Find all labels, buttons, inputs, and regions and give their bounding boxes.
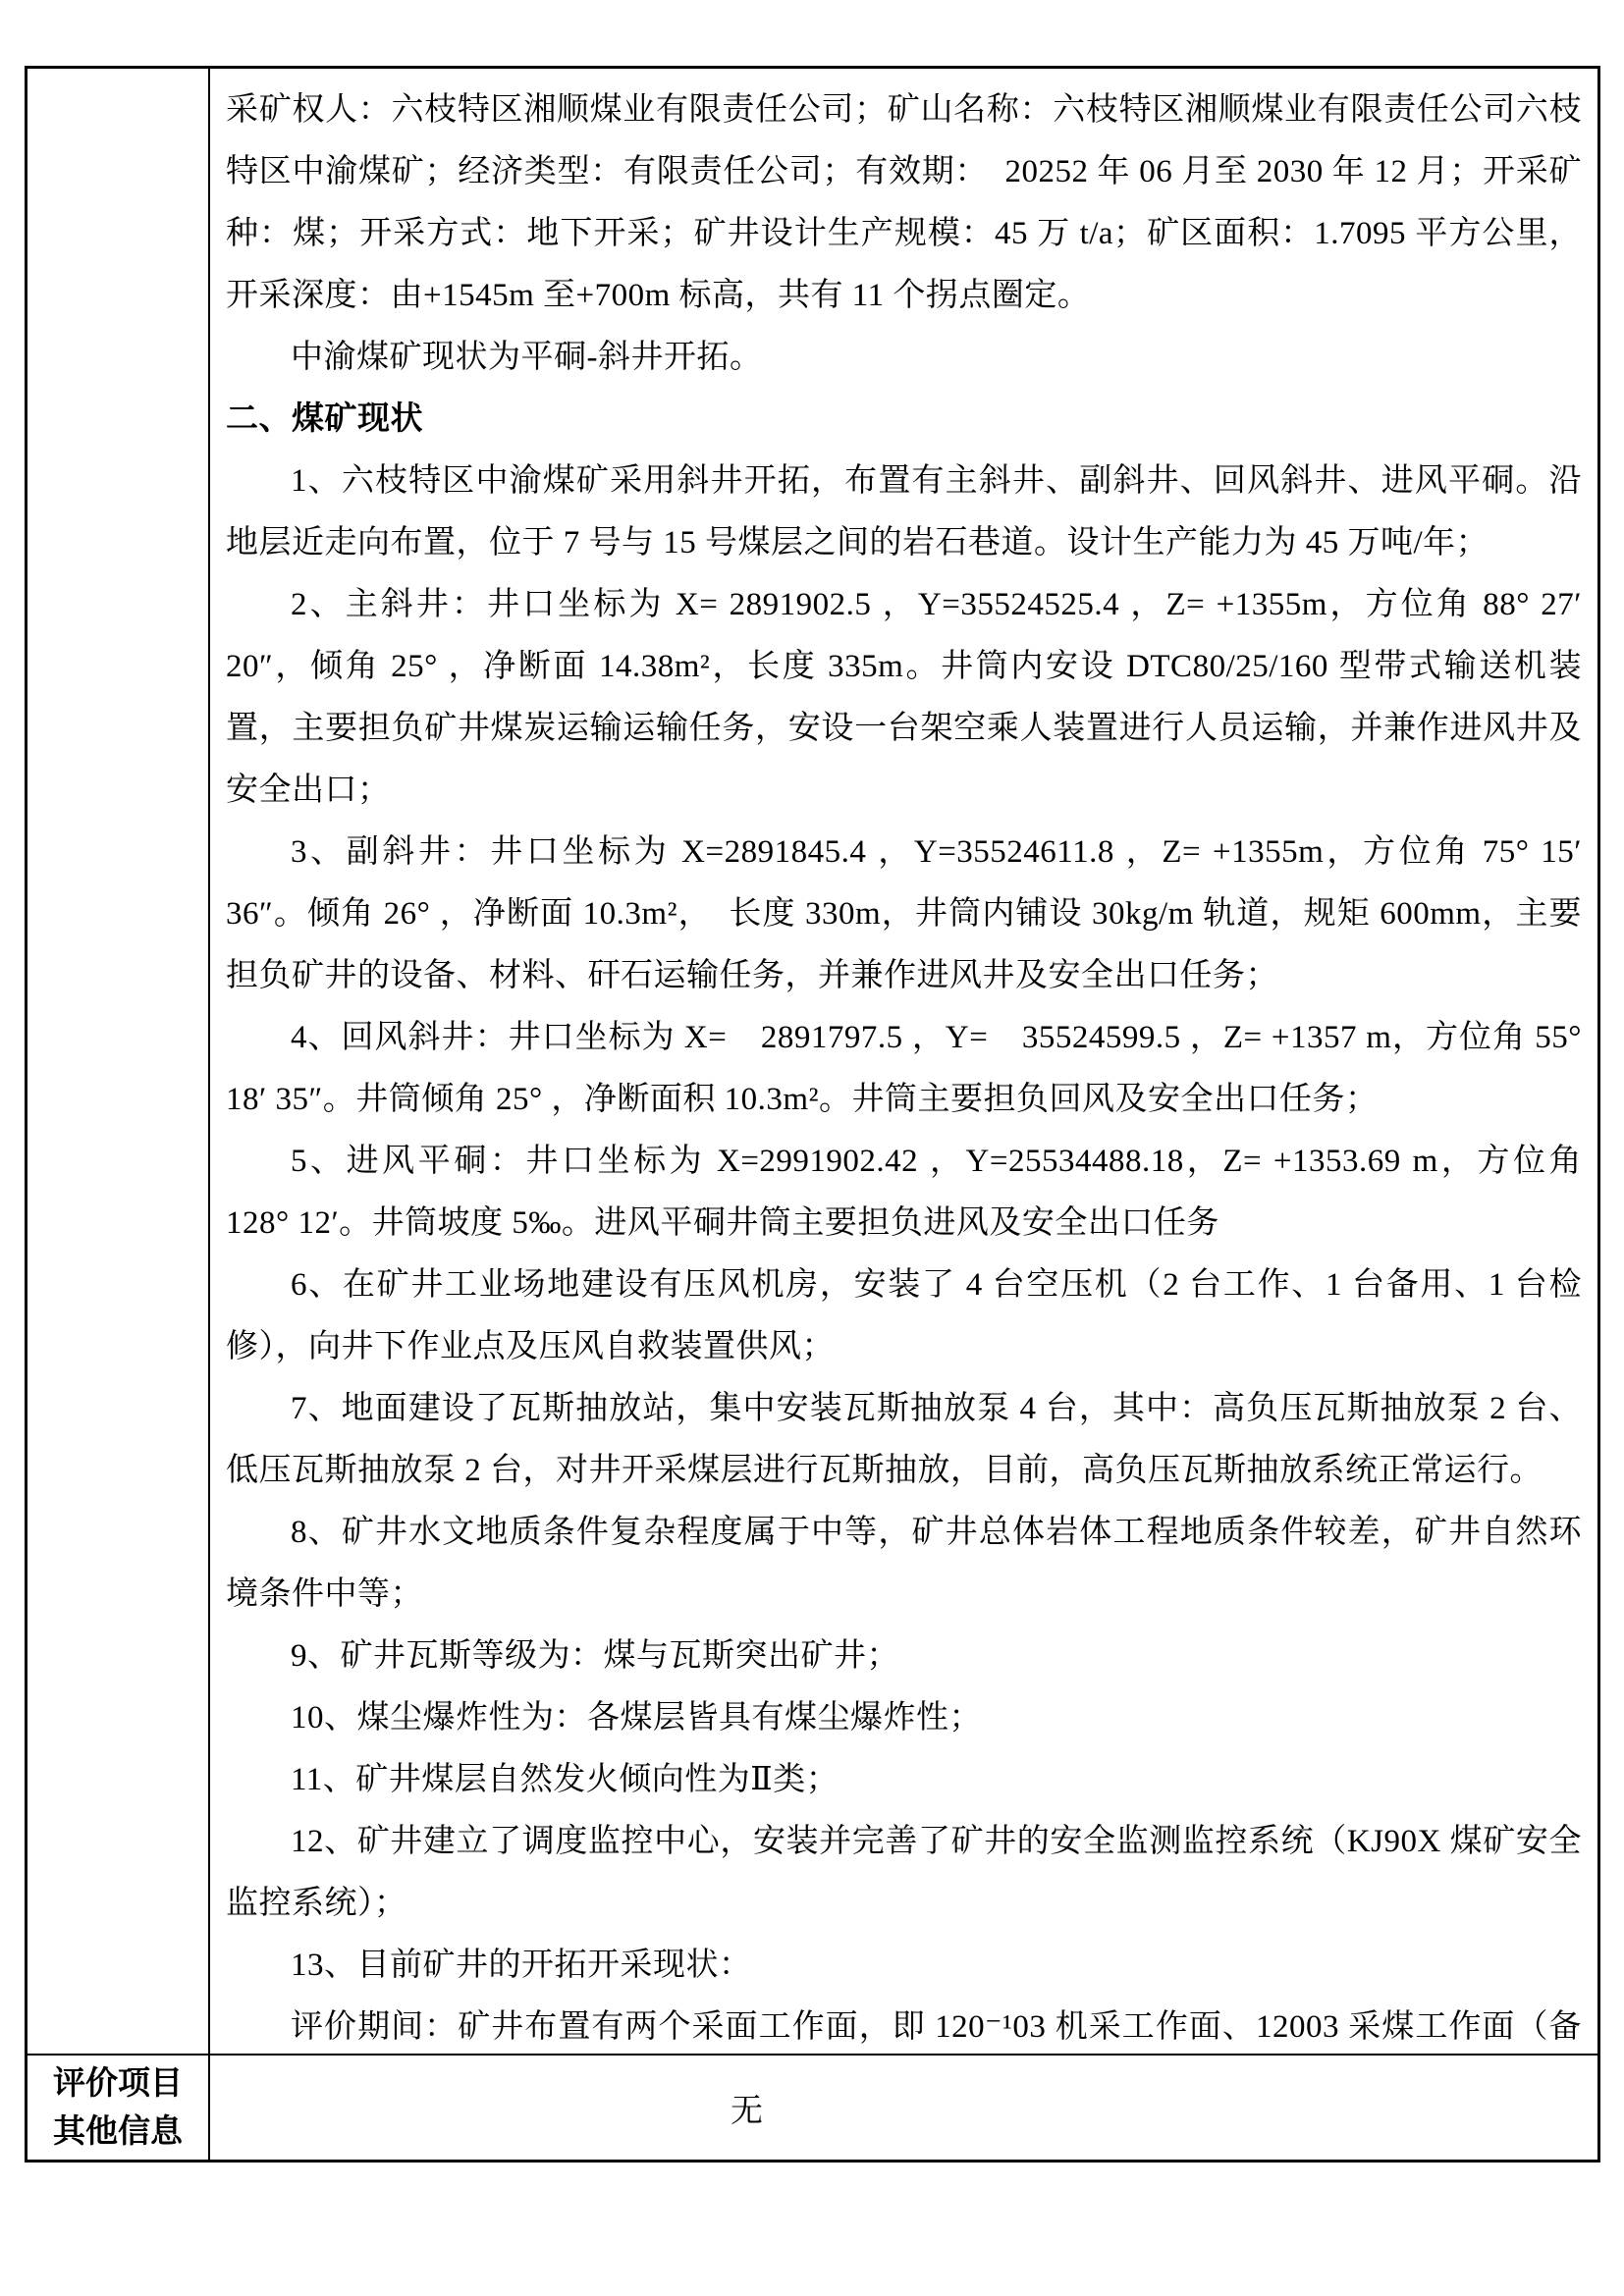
paragraph: 5、进风平硐：井口坐标为 X=2991902.42 ，Y=25534488.18，Z= +1353.69 m，方位角 128° 12′。井筒坡度 5‰。进风平硐井筒主要担负进风及安全出口任务 [226,1144,1582,1241]
paragraph: 8、矿井水文地质条件复杂程度属于中等，矿井总体岩体工程地质条件较差，矿井自然环境条件中等； [226,1515,1582,1612]
paragraph: 3、副斜井：井口坐标为 X=2891845.4 ，Y=35524611.8 ，Z= +1355m，方位角 75° 15′ 36″。倾角 26° ，净断面 10.3m²， 长度 330m，井筒内铺设 30kg/m 轨道，规矩 600mm，主要担负矿井的设备、材料、矸石运输任务，并兼作进风井及安全出口任务； [226,834,1582,993]
evaluation-table [25,66,1600,2163]
paragraph: 2、主斜井：井口坐标为 X= 2891902.5 ，Y=35524525.4 ，Z= +1355m，方位角 88° 27′ 20″，倾角 25° ，净断面 14.38m²，长度 335m。井筒内安设 DTC80/25/160 型带式输送机装置，主要担负矿井煤炭运输运输任务，安设一台架空乘人装置进行人员运输，并兼作进风井及安全出口； [226,587,1582,808]
paragraph: 采矿权人：六枝特区湘顺煤业有限责任公司；矿山名称：六枝特区湘顺煤业有限责任公司六枝特区中渝煤矿；经济类型：有限责任公司；有效期： 20252 年 06 月至 2030 年 12 月；开采矿种：煤；开采方式：地下开采；矿井设计生产规模：45 万 t/a；矿区面积：1.7095 平方公里，开采深度：由+1545m 至+700m 标高，共有 11 个拐点圈定。 [226,92,1582,313]
paragraph: 4、回风斜井：井口坐标为 X= 2891797.5 ，Y= 35524599.5 ，Z= +1357 m，方位角 55° 18′ 35″。井筒倾角 25° ，净断面积 10.3m²。井筒主要担负回风及安全出口任务； [226,1020,1582,1117]
footer-label-line1: 评价项目 [53,2065,183,2102]
paragraph: 10、煤尘爆炸性为：各煤层皆具有煤尘爆炸性； [291,1700,982,1735]
paragraph: 7、地面建设了瓦斯抽放站，集中安装瓦斯抽放泵 4 台，其中：高负压瓦斯抽放泵 2 台、低压瓦斯抽放泵 2 台，对井开采煤层进行瓦斯抽放，目前，高负压瓦斯抽放系统正常运行。 [226,1391,1582,1488]
main-content-cell [210,69,1597,2054]
paragraph: 13、目前矿井的开拓开采现状： [291,1948,752,1983]
paragraph: 1、六枝特区中渝煤矿采用斜井开拓，布置有主斜井、副斜井、回风斜井、进风平硐。沿地层近走向布置，位于 7 号与 15 号煤层之间的岩石巷道。设计生产能力为 45 万吨/年； [226,463,1582,561]
footer-label-line2: 其他信息 [53,2113,183,2150]
paragraph: 6、在矿井工业场地建设有压风机房，安装了 4 台空压机（2 台工作、1 台备用、1 台检修），向井下作业点及压风自救装置供风； [226,1267,1582,1364]
paragraph: 12、矿井建立了调度监控中心，安装并完善了矿井的安全监测监控系统（KJ90X 煤矿安全监控系统）； [226,1824,1582,1921]
paragraph: 9、矿井瓦斯等级为：煤与瓦斯突出矿井； [291,1638,899,1674]
footer-label-cell [27,2054,210,2160]
paragraph: 中渝煤矿现状为平硐-斜井开拓。 [291,340,763,375]
main-row-label-cell [27,69,210,2054]
footer-value-cell [210,2054,1597,2160]
paragraph: 二、煤矿现状 [226,401,423,437]
paragraph: 11、矿井煤层自然发火倾向性为Ⅱ类； [291,1762,839,1797]
footer-value-text: 无 [731,2093,763,2129]
paragraph: 评价期间：矿井布置有两个采面工作面，即 120⁻¹03 机采工作面、12003 采煤工作面（备 [291,2009,1582,2045]
